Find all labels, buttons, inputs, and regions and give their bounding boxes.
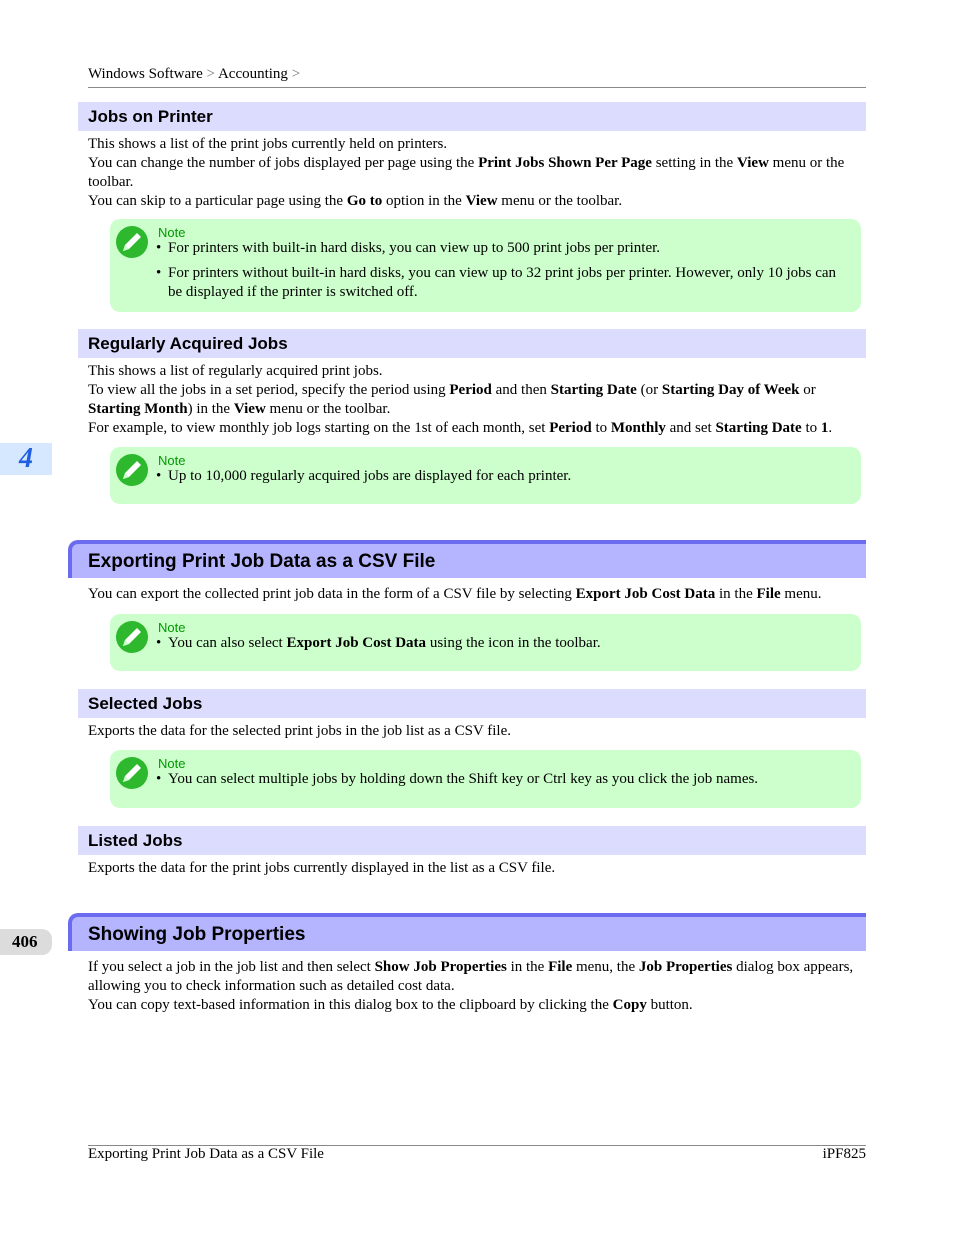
page-number: 406 <box>12 932 38 951</box>
paragraph: Exports the data for the selected print jobs in the job list as a CSV file. <box>88 723 511 739</box>
note-box <box>110 614 861 671</box>
paragraph: This shows a list of regularly acquired print jobs. <box>88 363 383 379</box>
heading-regularly-acquired-jobs <box>78 329 866 358</box>
note-item: • Up to 10,000 regularly acquired jobs are displayed for each printer. <box>156 467 853 486</box>
term-print-jobs-shown-per-page: Print Jobs Shown Per Page <box>478 155 652 171</box>
note-item: • For printers without built-in hard disks, you can view up to 32 print jobs per printer. However, only 10 jobs can be displayed if the printer is switched off. <box>156 264 853 302</box>
breadcrumb-windows-software[interactable]: Windows Software <box>88 66 203 82</box>
heading-text: Showing Job Properties <box>88 924 306 945</box>
page-number-tab <box>0 929 52 955</box>
chapter-tab[interactable] <box>0 443 52 475</box>
paragraph: To view all the jobs in a set period, specify the period using Period and then Starting Date (or Starting Day of Week or Starting Month) in the View menu or the toolbar. <box>88 382 816 417</box>
heading-text: Selected Jobs <box>88 694 203 713</box>
listed-jobs-body <box>88 859 863 878</box>
paragraph: You can change the number of jobs displayed per page using the Print Jobs Shown Per Page setting in the View menu or the toolbar. <box>88 155 845 190</box>
paragraph: For example, to view monthly job logs starting on the 1st of each month, set Period to Monthly and set Starting Date to 1. <box>88 420 833 436</box>
term-go-to: Go to <box>346 193 383 209</box>
note-item: • You can select multiple jobs by holding down the Shift key or Ctrl key as you click the job names. <box>156 770 853 789</box>
breadcrumb-separator: > <box>291 66 301 82</box>
heading-text: Jobs on Printer <box>88 107 213 126</box>
paragraph: You can export the collected print job data in the form of a CSV file by selecting Export Job Cost Data in the File menu. <box>88 586 822 602</box>
jobs-on-printer-body <box>88 135 863 211</box>
paragraph: This shows a list of the print jobs currently held on printers. <box>88 136 448 152</box>
note-pencil-icon <box>115 453 149 487</box>
note-label: Note <box>158 453 186 468</box>
heading-text: Exporting Print Job Data as a CSV File <box>88 551 436 572</box>
heading-text: Regularly Acquired Jobs <box>88 334 288 353</box>
heading-selected-jobs <box>78 689 866 718</box>
note-pencil-icon <box>115 756 149 790</box>
note-box <box>110 447 861 504</box>
heading-listed-jobs <box>78 826 866 855</box>
header-rule <box>88 87 866 88</box>
regularly-acquired-body <box>88 362 863 438</box>
note-label: Note <box>158 756 186 771</box>
selected-jobs-body <box>88 722 863 741</box>
exporting-body <box>88 585 863 604</box>
note-box <box>110 219 861 312</box>
term-view: View <box>736 155 769 171</box>
note-pencil-icon <box>115 225 149 259</box>
chapter-number: 4 <box>19 443 33 474</box>
breadcrumb-separator: > <box>206 66 216 82</box>
footer-model-name: iPF825 <box>822 1146 866 1162</box>
breadcrumb-accounting[interactable]: Accounting <box>217 66 288 82</box>
heading-showing-job-properties <box>68 913 866 951</box>
breadcrumb <box>88 66 300 83</box>
note-item: • For printers with built-in hard disks, you can view up to 500 print jobs per printer. <box>156 239 853 258</box>
paragraph: If you select a job in the job list and then select Show Job Properties in the File menu, the Job Properties dialog box appears, allowing you to check information such as detailed cost data. <box>88 959 854 994</box>
showing-properties-body <box>88 958 863 1015</box>
heading-exporting-csv <box>68 540 866 578</box>
paragraph: You can skip to a particular page using the Go to option in the View menu or the toolbar. <box>88 193 623 209</box>
term-view: View <box>465 193 498 209</box>
heading-jobs-on-printer <box>78 102 866 131</box>
note-item: • You can also select Export Job Cost Data using the icon in the toolbar. <box>156 634 853 653</box>
note-label: Note <box>158 225 186 240</box>
note-label: Note <box>158 620 186 635</box>
note-box <box>110 750 861 808</box>
note-pencil-icon <box>115 620 149 654</box>
paragraph: You can copy text-based information in this dialog box to the clipboard by clicking the Copy button. <box>88 997 693 1013</box>
paragraph: Exports the data for the print jobs currently displayed in the list as a CSV file. <box>88 860 556 876</box>
footer-section-title[interactable]: Exporting Print Job Data as a CSV File <box>88 1146 324 1162</box>
heading-text: Listed Jobs <box>88 831 183 850</box>
